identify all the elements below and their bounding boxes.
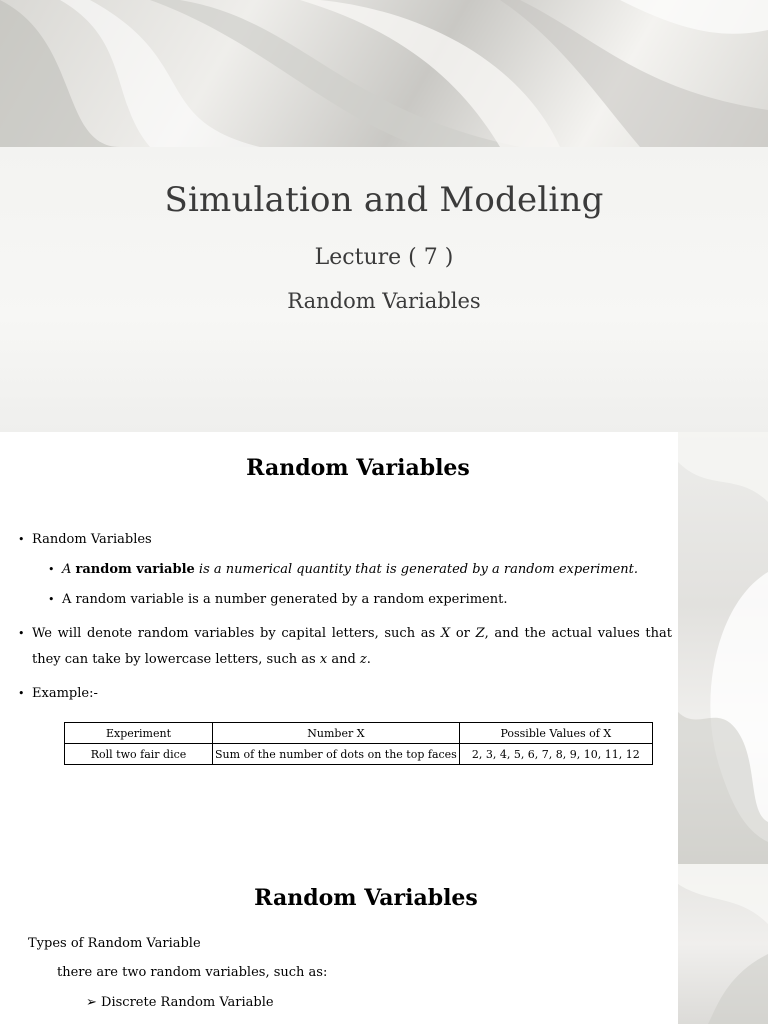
bullet-example: • Example:- [32, 681, 98, 706]
types-slide [0, 864, 768, 1024]
bullet-definition: • A random variable is a numerical quantity that is generated by a random experiment. [62, 557, 638, 582]
lecture-number: Lecture ( 7 ) [314, 245, 454, 270]
table-cell: Sum of the number of dots on the top faces [213, 744, 460, 765]
abstract-waves-graphic [678, 432, 768, 864]
abstract-waves-graphic [0, 0, 768, 147]
bullet-dot: • [48, 593, 55, 606]
slide-heading: Random Variables [254, 885, 478, 911]
bullet-dot: • [18, 627, 25, 640]
table-cell: Roll two fair dice [65, 744, 213, 765]
presentation-title: Simulation and Modeling [164, 180, 604, 220]
types-intro: there are two random variables, such as: [57, 965, 328, 980]
title-slide [0, 0, 768, 432]
lecture-topic: Random Variables [287, 289, 481, 313]
types-label: Types of Random Variable [28, 936, 201, 951]
table-cell: 2, 3, 4, 5, 6, 7, 8, 9, 10, 11, 12 [459, 744, 652, 765]
example-table [64, 722, 653, 765]
table-header-row [65, 723, 653, 744]
decorative-side-image [678, 432, 768, 864]
table-header-cell: Possible Values of X [459, 723, 652, 744]
bullet-dot: • [18, 533, 25, 546]
term-random-variable: random variable [75, 562, 195, 577]
table-row [65, 744, 653, 765]
list-item-discrete: ➢ Discrete Random Variable [86, 995, 274, 1010]
bullet-dot: • [48, 563, 55, 576]
table-header-cell: Experiment [65, 723, 213, 744]
decorative-banner-image [0, 0, 768, 147]
arrow-bullet-icon: ➢ [86, 995, 97, 1010]
definition-slide [0, 432, 768, 864]
bullet-notation: • We will denote random variables by capital letters, such as X or Z, and the actual values that they can take by lowercase letters, such as x and z. [32, 621, 672, 673]
bullet-number-generated: • A random variable is a number generated by a random experiment. [62, 587, 507, 612]
slide-heading: Random Variables [246, 455, 470, 481]
table-header-cell: Number X [213, 723, 460, 744]
bullet-random-variables: • Random Variables [32, 527, 152, 552]
bullet-dot: • [18, 687, 25, 700]
